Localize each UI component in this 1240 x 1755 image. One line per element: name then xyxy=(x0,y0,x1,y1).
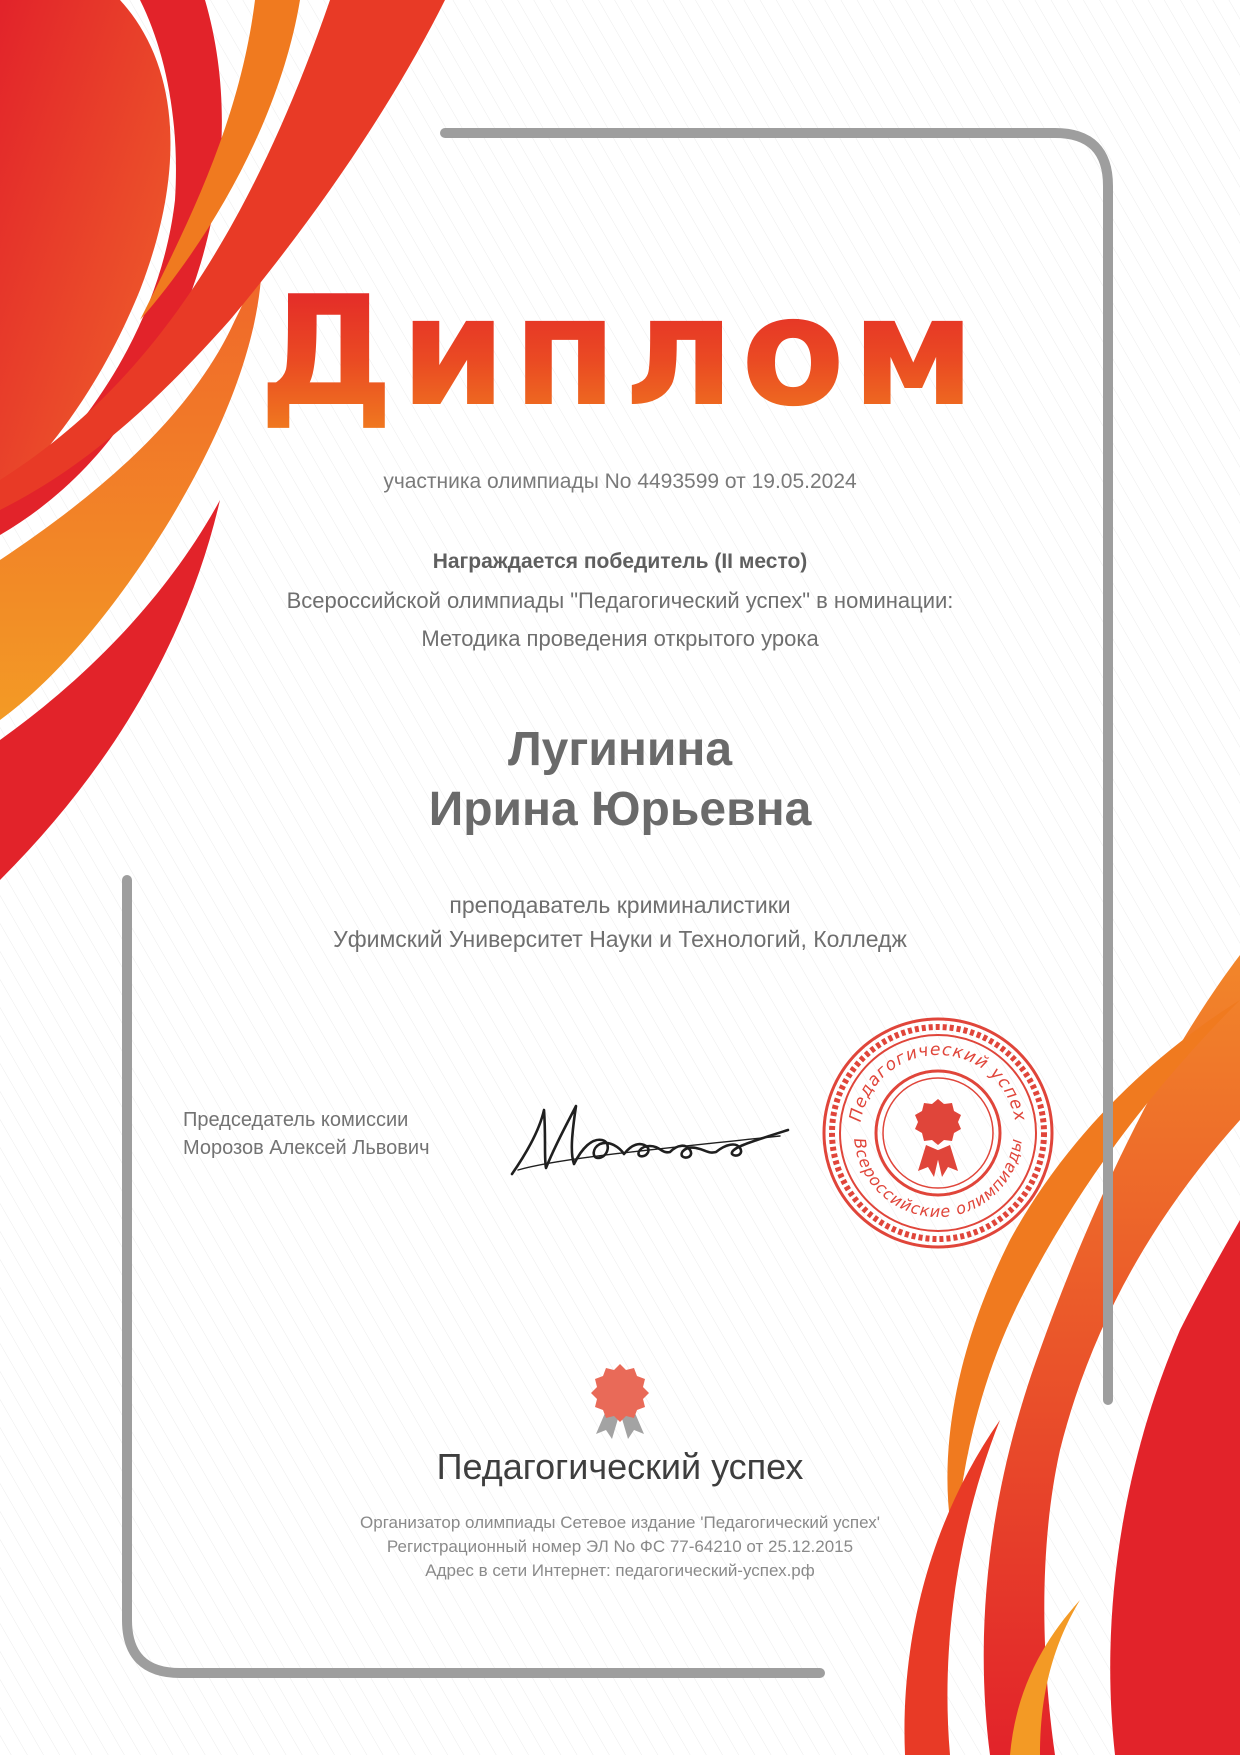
stamp-medal-icon xyxy=(915,1099,961,1177)
signatory-role: Председатель комиссии xyxy=(183,1109,409,1131)
nomination-line: Методика проведения открытого урока xyxy=(421,626,819,651)
medal-logo-icon xyxy=(570,1362,670,1440)
registration-line: Регистрационный номер ЭЛ No ФС 77-64210 от 25.12.2015 xyxy=(386,1537,854,1556)
organizer-line: Организатор олимпиады Сетевое издание 'Педагогический успех' xyxy=(360,1513,880,1532)
recipient-organization: Уфимский Университет Науки и Технологий, Колледж xyxy=(333,926,907,952)
stamp-top-text: Педагогический успех xyxy=(845,1039,1031,1124)
brand-name: Педагогический успех xyxy=(436,1446,804,1487)
recipient-position: преподаватель криминалистики xyxy=(449,892,791,918)
signatory-name: Морозов Алексей Львович xyxy=(183,1137,430,1159)
handwritten-signature xyxy=(500,1088,790,1188)
recipient-given-names: Ирина Юрьевна xyxy=(428,783,812,836)
olympiad-line: Всероссийской олимпиады "Педагогический успех" в номинации: xyxy=(286,588,954,613)
recipient-surname: Лугинина xyxy=(507,723,733,776)
stamp-bottom-text: Всероссийские олимпиады xyxy=(850,1136,1027,1222)
website-line: Адрес в сети Интернет: педагогический-успех.рф xyxy=(425,1561,815,1580)
olympiad-stamp xyxy=(818,1013,1058,1253)
award-line: Награждается победитель (II место) xyxy=(432,550,808,573)
diploma-title: Диплом xyxy=(0,272,1240,432)
diploma-subtitle: участника олимпиады No 4493599 от 19.05.2024 xyxy=(383,470,857,493)
